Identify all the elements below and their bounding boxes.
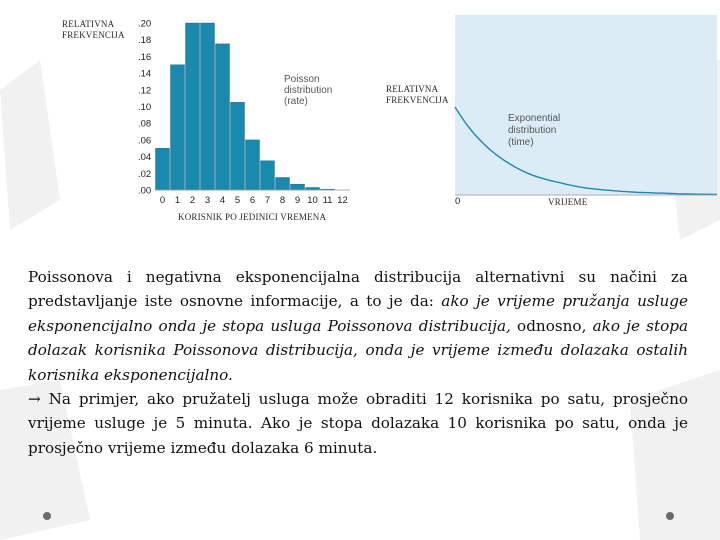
poisson-xtick-label: 3 <box>204 195 211 206</box>
distribution-figure <box>0 0 720 250</box>
poisson-xtick-label: 9 <box>294 195 301 206</box>
exponential-annotation-line: distribution <box>508 125 557 136</box>
exponential-panel <box>455 15 717 195</box>
paragraph-1 <box>28 265 688 387</box>
poisson-ytick-label: .18 <box>138 35 152 47</box>
poisson-xtick-label: 4 <box>219 195 226 206</box>
poisson-ytick-label: .06 <box>138 135 152 147</box>
poisson-xtick-label: 5 <box>234 195 241 206</box>
p1-emph-1: ako je vrijeme pružanja usluge eksponencijalno onda je stopa usluga Poissonova distribucija, <box>28 292 688 335</box>
poisson-ytick-label: .10 <box>138 102 152 113</box>
p1-conj: odnosno, <box>510 316 593 335</box>
exp-xlabel: VRIJEME <box>548 197 588 207</box>
arrow-icon: → <box>28 390 41 409</box>
paragraph-2 <box>28 387 688 460</box>
poisson-bar-6 <box>246 140 260 190</box>
poisson-bar-8 <box>276 177 290 190</box>
poisson-bar-2 <box>186 23 200 190</box>
poisson-ytick-label: .08 <box>138 118 152 130</box>
poisson-bar-1 <box>171 65 185 190</box>
poisson-bar-3 <box>201 23 215 190</box>
exp-ylabel-line1: RELATIVNA <box>386 84 439 94</box>
poisson-xlabel: KORISNIK PO JEDINICI VREMENA <box>178 212 327 222</box>
exponential-annotation-line: (time) <box>508 137 534 148</box>
poisson-ytick-label: .04 <box>138 152 152 164</box>
poisson-chart <box>62 19 350 223</box>
p1-emph-2: ako je stopa dolazak korisnika Poissonova distribucija, onda je vrijeme između dolazaka ostalih korisnika eksponencijalno. <box>28 316 688 384</box>
poisson-ylabel-line1: RELATIVNA <box>62 19 115 29</box>
poisson-xtick-label: 8 <box>279 195 286 206</box>
poisson-annotation-line: (rate) <box>284 96 308 107</box>
poisson-bar-9 <box>291 184 305 190</box>
poisson-annotation-line: Poisson <box>284 74 320 85</box>
p2-text: Na primjer, ako pružatelj usluga može obraditi 12 korisnika po satu, prosječno vrijeme usluge je 5 minuta. Ako je stopa dolazaka 10 korisnika po satu, onda je prosječno vrijeme između dolazaka 6 minuta. <box>28 390 688 457</box>
poisson-xtick-label: 11 <box>322 195 333 206</box>
bullet-dot-left <box>43 512 51 520</box>
poisson-ytick-label: .02 <box>138 168 152 180</box>
poisson-ytick-label: .16 <box>138 51 152 63</box>
poisson-xtick-label: 12 <box>337 195 348 206</box>
exponential-chart <box>386 15 717 207</box>
exponential-annotation-line: Exponential <box>508 113 561 124</box>
poisson-ylabel-line2: FREKVENCIJA <box>62 30 125 40</box>
poisson-xtick-label: 1 <box>174 195 181 206</box>
poisson-xtick-label: 0 <box>159 195 166 206</box>
poisson-bar-4 <box>216 44 230 190</box>
poisson-xtick-label: 6 <box>249 195 256 206</box>
exp-xtick-0: 0 <box>455 196 461 207</box>
poisson-annotation-line: distribution <box>284 85 333 96</box>
exp-ylabel-line2: FREKVENCIJA <box>386 95 449 105</box>
bullet-dot-right <box>666 512 674 520</box>
body-text <box>28 265 688 460</box>
poisson-ytick-label: .12 <box>138 85 152 97</box>
poisson-ytick-label: .20 <box>138 18 152 30</box>
p1-intro: Poissonova i negativna eksponencijalna distribucija alternativni su načini za predstavljanje iste osnovne informacije, a to je da: <box>28 268 688 311</box>
poisson-ytick-label: .00 <box>138 185 152 197</box>
poisson-xtick-label: 7 <box>264 195 271 206</box>
poisson-xtick-label: 2 <box>189 195 196 206</box>
poisson-bar-0 <box>156 148 170 190</box>
poisson-xtick-label: 10 <box>307 195 318 206</box>
poisson-bar-5 <box>231 102 245 190</box>
poisson-bar-7 <box>261 161 275 190</box>
poisson-ytick-label: .14 <box>138 68 152 80</box>
